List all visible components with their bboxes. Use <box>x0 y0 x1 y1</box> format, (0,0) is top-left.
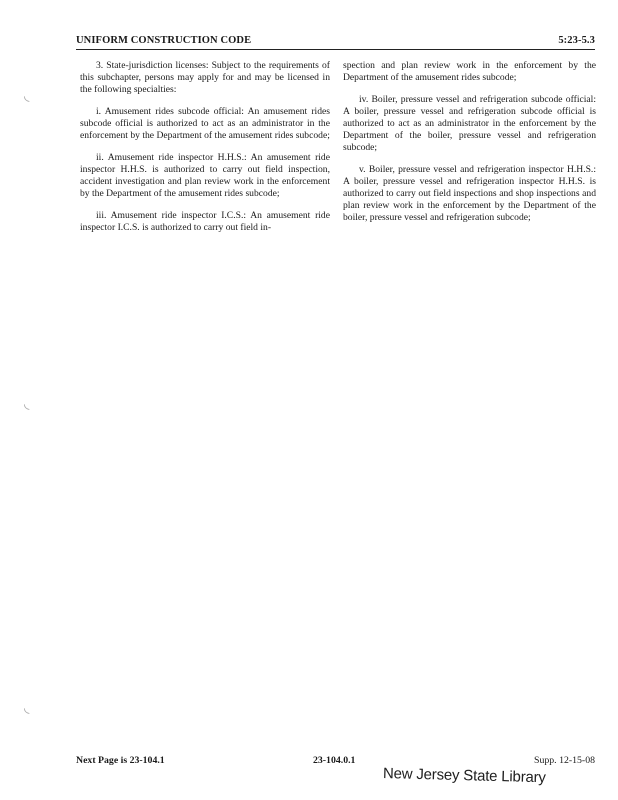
footer-page-number: 23-104.0.1 <box>313 755 356 766</box>
left-text-column <box>80 60 330 244</box>
library-stamp: New Jersey State Library <box>382 765 546 787</box>
paragraph-amusement-ride-inspector-ics: iii. Amusement ride inspector I.C.S.: An amusement ride inspector I.C.S. is authorized to carry out field in- <box>80 210 330 233</box>
punch-hole-mark: ◟ <box>24 396 30 412</box>
footer-next-page: Next Page is 23-104.1 <box>76 755 165 766</box>
paragraph-amusement-rides-subcode-official: i. Amusement rides subcode official: An amusement rides subcode official is authorized to act as an administrator in the enforcement by the Department of the amusement rides subcode; <box>80 106 330 141</box>
running-header <box>76 33 595 50</box>
footer-supplement-date: Supp. 12-15-08 <box>534 755 595 766</box>
paragraph-boiler-inspector-hhs: v. Boiler, pressure vessel and refrigeration inspector H.H.S.: A boiler, pressure vessel and refrigeration inspector H.H.S. is authorized to carry out field inspections and shop inspections and plan review work in the enforcement by the Department of the boiler, pressure vessel and refrigeration subcode; <box>343 164 596 223</box>
punch-hole-mark: ◟ <box>24 88 30 104</box>
paragraph-amusement-ride-inspector-hhs: ii. Amusement ride inspector H.H.S.: An amusement ride inspector H.H.S. is authorized to carry out field inspection, accident investigation and plan review work in the enforcement by the Department of the amusement rides subcode; <box>80 152 330 199</box>
punch-hole-mark: ◟ <box>24 700 30 716</box>
header-title: UNIFORM CONSTRUCTION CODE <box>76 35 252 46</box>
paragraph-continuation: spection and plan review work in the enforcement by the Department of the amusement rides subcode; <box>343 60 596 83</box>
paragraph-boiler-subcode-official: iv. Boiler, pressure vessel and refrigeration subcode official: A boiler, pressure vessel and refrigeration subcode official is authorized to act as an administrator in the enforcement by the Department of the boiler, pressure vessel and refrigeration subcode; <box>343 94 596 153</box>
paragraph-state-jurisdiction-licenses: 3. State-jurisdiction licenses: Subject to the requirements of this subchapter, persons may apply for and may be licensed in the following specialties: <box>80 60 330 95</box>
header-section-number: 5:23-5.3 <box>558 35 595 46</box>
right-text-column <box>343 60 596 234</box>
